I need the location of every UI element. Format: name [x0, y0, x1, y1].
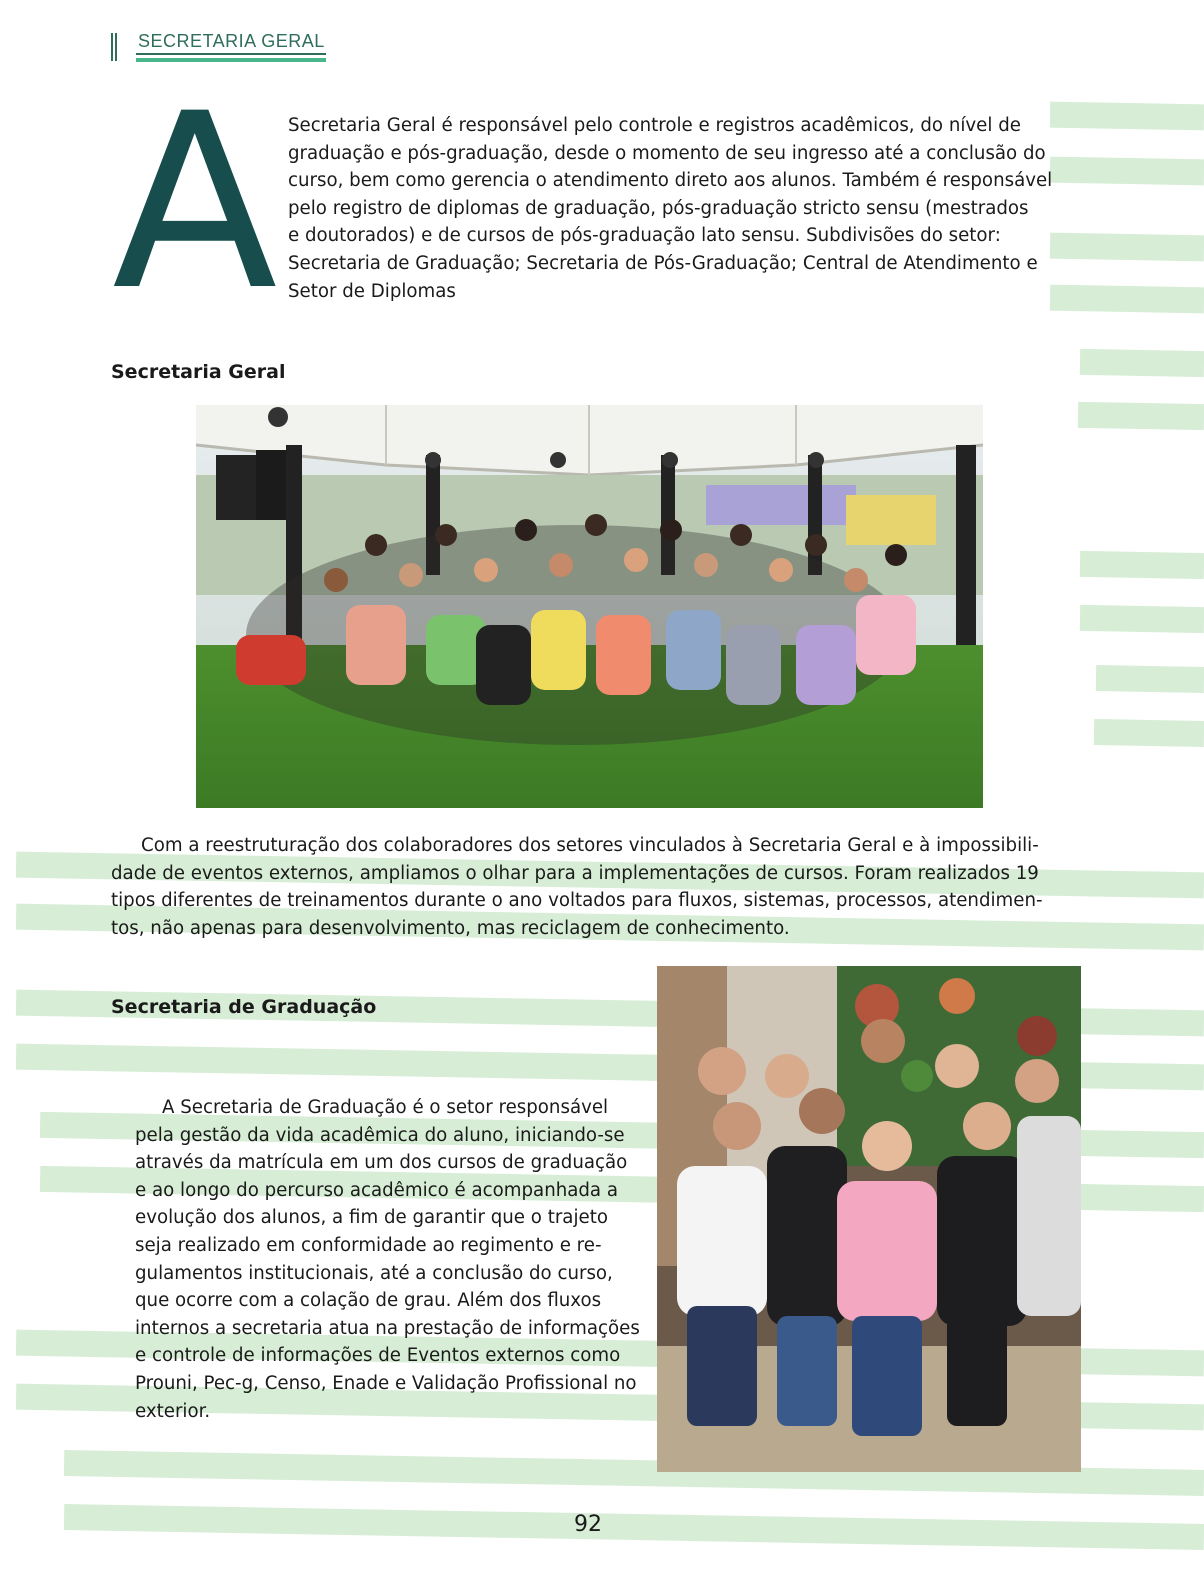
- paragraph-line: A Secretaria de Graduação é o setor responsável: [162, 1097, 609, 1118]
- paragraph-line: exterior.: [135, 1400, 211, 1422]
- page-number: 92: [574, 1512, 602, 1537]
- paragraph-line: através da matrícula em um dos cursos de graduação: [135, 1152, 628, 1174]
- paragraph-line: Com a reestruturação dos colaboradores dos setores vinculados à Secretaria Geral e à impossibili-: [141, 835, 1039, 856]
- intro-line: Setor de Diplomas: [288, 280, 456, 302]
- paragraph-line: e controle de informações de Eventos externos como: [135, 1345, 621, 1367]
- section-heading-secretaria-graduacao: Secretaria de Graduação: [111, 996, 377, 1018]
- group-photo-team: [657, 966, 1081, 1472]
- intro-line: e doutorados) e de cursos de pós-graduação lato sensu. Subdivisões do setor:: [288, 225, 1001, 247]
- paragraph-line: gulamentos institucionais, até a conclusão do curso,: [135, 1262, 613, 1284]
- header-accent-bar: [111, 33, 117, 61]
- intro-line: graduação e pós-graduação, desde o momento de seu ingresso até a conclusão do: [288, 142, 1046, 164]
- section-paragraph-secretaria-graduacao: [135, 1094, 650, 1425]
- section-paragraph-secretaria-geral: [111, 832, 1061, 942]
- paragraph-line: tos, não apenas para desenvolvimento, mas reciclagem de conhecimento.: [111, 917, 790, 939]
- intro-line: curso, bem como gerencia o atendimento direto aos alunos. Também é responsável: [288, 170, 1053, 192]
- intro-line: Secretaria de Graduação; Secretaria de Pós-Graduação; Central de Atendimento e: [288, 252, 1038, 274]
- paragraph-line: Prouni, Pec-g, Censo, Enade e Validação Profissional no: [135, 1372, 637, 1394]
- intro-line: Secretaria Geral é responsável pelo controle e registros acadêmicos, do nível de: [288, 115, 1021, 136]
- header-section-title: SECRETARIA GERAL: [138, 31, 325, 51]
- drop-cap: A: [112, 62, 278, 344]
- intro-line: pelo registro de diplomas de graduação, pós-graduação stricto sensu (mestrados: [288, 197, 1029, 219]
- paragraph-line: que ocorre com a colação de grau. Além dos fluxos: [135, 1290, 602, 1312]
- paragraph-line: seja realizado em conformidade ao regimento e re-: [135, 1234, 602, 1256]
- section-heading-secretaria-geral: Secretaria Geral: [111, 361, 286, 383]
- paragraph-line: pela gestão da vida acadêmica do aluno, iniciando-se: [135, 1124, 625, 1146]
- group-photo-event: [196, 405, 983, 808]
- paragraph-line: e ao longo do percurso acadêmico é acompanhada a: [135, 1179, 619, 1201]
- paragraph-line: evolução dos alunos, a fim de garantir que o trajeto: [135, 1207, 608, 1229]
- header-rule: [136, 53, 326, 55]
- paragraph-line: internos a secretaria atua na prestação de informações: [135, 1317, 640, 1339]
- paragraph-line: dade de eventos externos, ampliamos o olhar para a implementações de cursos. Foram realizados 19: [111, 862, 1039, 884]
- intro-paragraph: [288, 112, 1058, 305]
- paragraph-line: tipos diferentes de treinamentos durante o ano voltados para fluxos, sistemas, processos, atendimen-: [111, 890, 1043, 912]
